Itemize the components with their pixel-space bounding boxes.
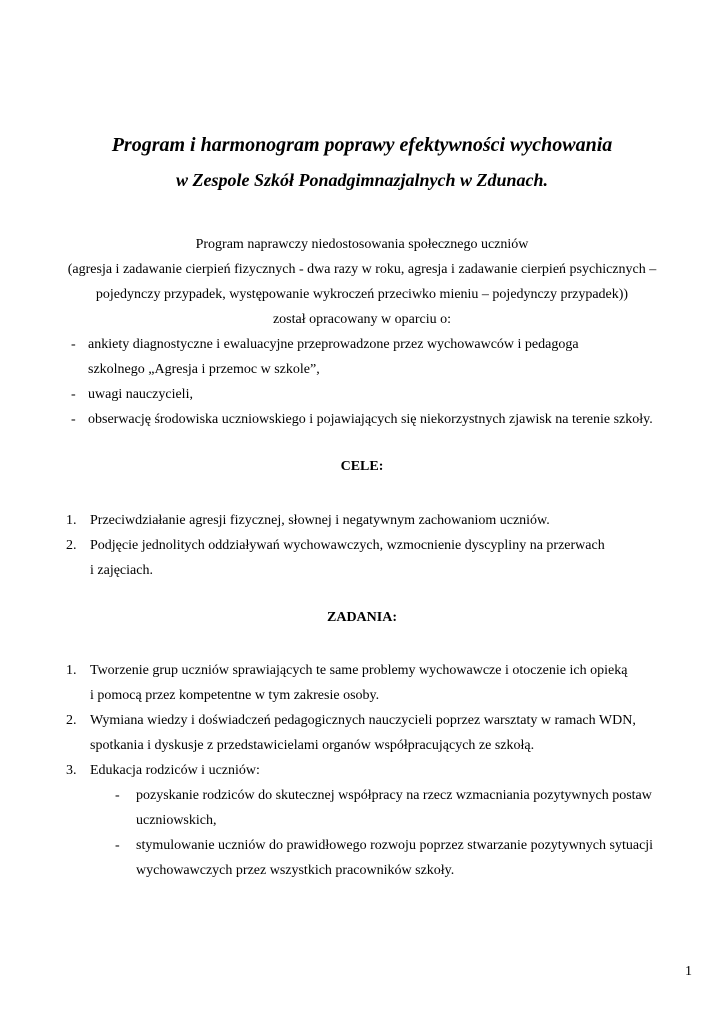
dash-bullet: - — [71, 412, 76, 427]
intro-paragraph — [40, 232, 684, 332]
goal-item — [66, 508, 686, 533]
dash-bullet: - — [115, 838, 120, 853]
intro-line: został opracowany w oparciu o: — [272, 312, 452, 327]
item-line: ankiety diagnostyczne i ewaluacyjne przeprowadzone przez wychowawców i pedagoga — [88, 337, 579, 352]
dash-bullet: - — [71, 337, 76, 352]
tasks-list — [66, 658, 686, 883]
task3-sublist — [90, 783, 686, 883]
item-line: wychowawczych przez wszystkich pracowników szkoły. — [136, 863, 455, 878]
page-number: 1 — [685, 964, 692, 979]
task-item — [66, 758, 686, 883]
item-line: uczniowskich, — [136, 813, 217, 828]
document-title: Program i harmonogram poprawy efektywności wychowania — [111, 134, 613, 156]
item-line: i pomocą przez kompetentne w tym zakresie osoby. — [90, 688, 380, 703]
task3-subitem — [90, 783, 686, 833]
basis-item — [56, 382, 696, 407]
item-line: Tworzenie grup uczniów sprawiających te same problemy wychowawcze i otoczenie ich opieką — [90, 663, 628, 678]
item-line: szkolnego „Agresja i przemoc w szkole”, — [88, 362, 320, 377]
goals-heading: CELE: — [340, 459, 384, 474]
dash-bullet: - — [71, 387, 76, 402]
basis-list — [56, 332, 696, 432]
item-line: obserwację środowiska uczniowskiego i pojawiających się niekorzystnych zjawisk na terenie szkoły. — [88, 412, 653, 427]
item-number: 1. — [66, 663, 77, 678]
item-line: i zajęciach. — [90, 563, 153, 578]
item-number: 2. — [66, 538, 77, 553]
item-number: 3. — [66, 763, 77, 778]
item-number: 1. — [66, 513, 77, 528]
task3-subitem — [90, 833, 686, 883]
item-line: Edukacja rodziców i uczniów: — [90, 763, 260, 778]
dash-bullet: - — [115, 788, 120, 803]
item-line: pozyskanie rodziców do skutecznej współpracy na rzecz wzmacniania pozytywnych postaw — [136, 788, 652, 803]
intro-line: (agresja i zadawanie cierpień fizycznych - dwa razy w roku, agresja i zadawanie cierpień psychicznych – — [67, 262, 657, 277]
task-item — [66, 708, 686, 758]
item-line: Wymiana wiedzy i doświadczeń pedagogicznych nauczycieli poprzez warsztaty w ramach WDN, — [90, 713, 636, 728]
item-line: spotkania i dyskusje z przedstawicielami organów współpracujących ze szkołą. — [90, 738, 535, 753]
goal-item — [66, 533, 686, 583]
item-line: Przeciwdziałanie agresji fizycznej, słownej i negatywnym zachowaniom uczniów. — [90, 513, 550, 528]
document-subtitle: w Zespole Szkół Ponadgimnazjalnych w Zdunach. — [175, 170, 549, 190]
intro-line: pojedynczy przypadek, występowanie wykroczeń przeciwko mieniu – pojedynczy przypadek)) — [95, 287, 629, 302]
basis-item — [56, 407, 696, 432]
item-line: Podjęcie jednolitych oddziaływań wychowawczych, wzmocnienie dyscypliny na przerwach — [90, 538, 605, 553]
intro-line: Program naprawczy niedostosowania społecznego uczniów — [195, 237, 529, 252]
task-item — [66, 658, 686, 708]
goals-list — [66, 508, 686, 583]
tasks-heading: ZADANIA: — [327, 610, 397, 625]
item-number: 2. — [66, 713, 77, 728]
basis-item — [56, 332, 696, 382]
item-line: stymulowanie uczniów do prawidłowego rozwoju poprzez stwarzanie pozytywnych sytuacji — [136, 838, 654, 853]
item-line: uwagi nauczycieli, — [88, 387, 193, 402]
